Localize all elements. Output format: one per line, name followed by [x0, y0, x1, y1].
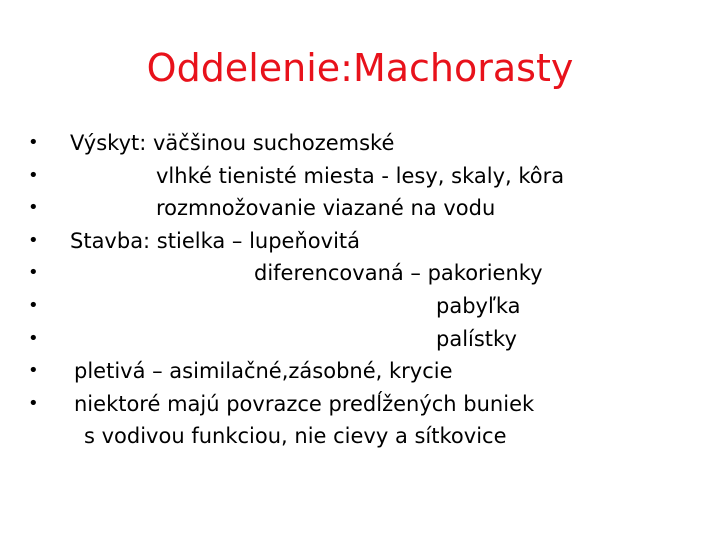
- bullet-row-leaves: [28, 323, 708, 356]
- bullet-row-differentiated: [28, 257, 708, 290]
- bullet-icon: •: [28, 132, 39, 153]
- continuation-text: s vodivou funkciou, nie cievy a sítkovice: [84, 424, 507, 449]
- row-text: pabyľka: [436, 293, 521, 318]
- bullet-icon: •: [28, 197, 39, 219]
- bullet-icon: •: [28, 360, 39, 382]
- bullet-row-stem: [28, 290, 708, 323]
- slide-title: Oddelenie:Machorasty: [146, 46, 574, 90]
- bullet-row-habitat: [28, 160, 708, 193]
- row-text: niektoré majú povrazce predĺžených buniek: [74, 391, 535, 416]
- bullet-list: [28, 127, 708, 453]
- row-text: Výskyt: väčšinou suchozemské: [70, 131, 395, 155]
- bullet-icon: •: [28, 327, 39, 349]
- row-text: vlhké tienisté miesta - lesy, skaly, kôra: [156, 163, 565, 188]
- bullet-row-structure: [28, 225, 708, 258]
- bullet-row-occurrence: [28, 127, 708, 160]
- row-text: Stavba: stielka – lupeňovitá: [70, 228, 361, 253]
- bullet-icon: •: [28, 262, 39, 284]
- bullet-row-tissues: [28, 355, 708, 388]
- bullet-icon: •: [28, 164, 39, 186]
- bullet-icon: •: [28, 229, 39, 251]
- row-text: diferencovaná – pakorienky: [254, 261, 543, 286]
- row-text: rozmnožovanie viazané na vodu: [156, 196, 496, 221]
- row-text: palístky: [436, 326, 517, 351]
- row-text: pletivá – asimilačné,zásobné, krycie: [74, 359, 453, 384]
- continuation-row: [28, 420, 708, 453]
- bullet-row-strands: [28, 388, 708, 421]
- bullet-row-reproduction: [28, 192, 708, 225]
- bullet-icon: •: [28, 392, 39, 414]
- bullet-icon: •: [28, 294, 39, 316]
